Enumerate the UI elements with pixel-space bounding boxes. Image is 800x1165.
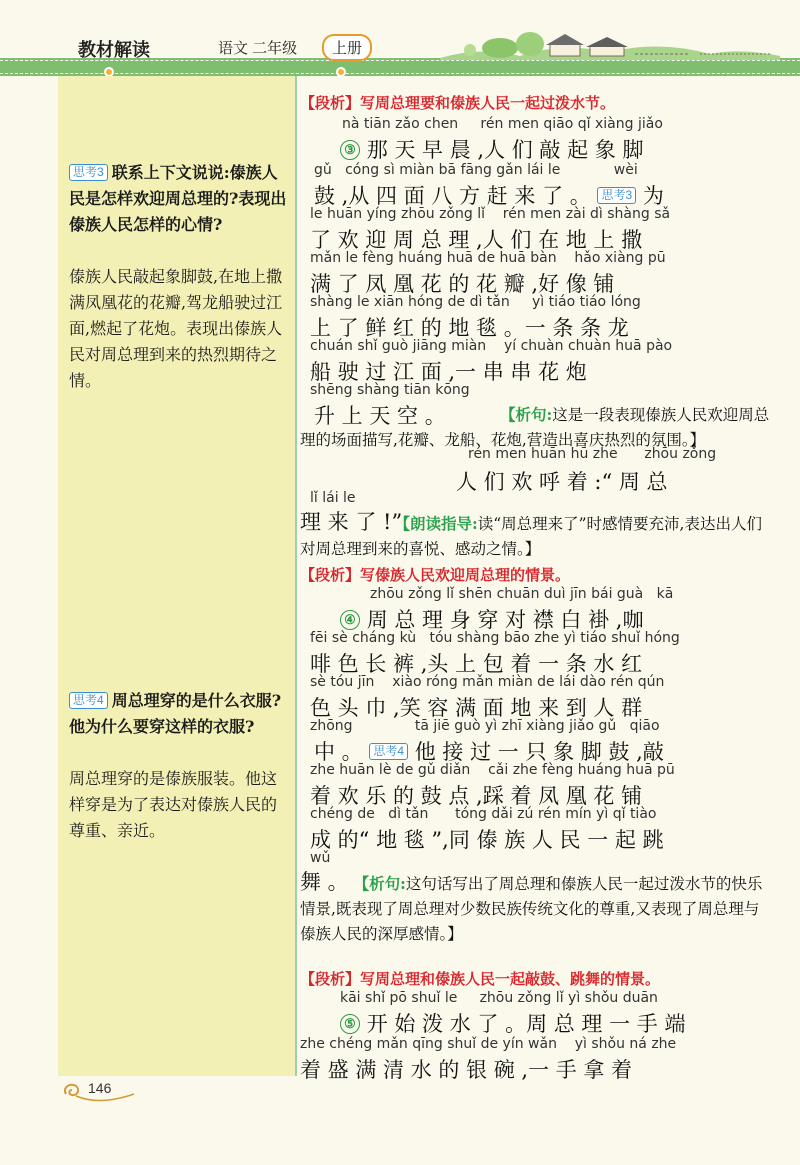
section-analysis: 【段析】写周总理和傣族人民一起敲鼓、跳舞的情景。 bbox=[300, 970, 661, 988]
question-tag: 思考4 bbox=[369, 743, 408, 760]
hanzi bbox=[340, 1008, 685, 1036]
pinyin: shēng shàng tiān kōng bbox=[310, 382, 470, 398]
pinyin: le huān yíng zhōu zǒng lǐ rén men zài dì shàng sǎ bbox=[310, 206, 671, 222]
section-analysis: 【段析】写周总理要和傣族人民一起过泼水节。 bbox=[300, 94, 616, 112]
pinyin: kāi shǐ pō shuǐ le zhōu zǒng lǐ yì shǒu duān bbox=[340, 990, 658, 1006]
pinyin: lǐ lái le bbox=[310, 490, 356, 506]
reading-guide bbox=[300, 510, 770, 562]
pinyin: zhōng tā jiē guò yì zhī xiàng jiǎo gǔ qiāo bbox=[310, 718, 660, 734]
pinyin: fēi sè cháng kù tóu shàng bāo zhe yì tiáo shuǐ hóng bbox=[310, 630, 680, 646]
hanzi-text: 舞 。 bbox=[300, 870, 349, 894]
pinyin: chéng de dì tǎn tóng dǎi zú rén mín yì qǐ tiào bbox=[310, 806, 657, 822]
hanzi: 着 盛 满 清 水 的 银 碗 ,一 手 拿 着 bbox=[300, 1058, 633, 1082]
note-label: 【析句: bbox=[500, 405, 553, 424]
header-dot-icon bbox=[336, 67, 346, 77]
question-4 bbox=[69, 688, 289, 740]
village-scene-icon bbox=[440, 28, 780, 60]
book-title: 教材解读 bbox=[78, 40, 150, 60]
hanzi: 升 上 天 空 。 bbox=[314, 404, 446, 428]
question-text: 周总理穿的是什么衣服?他为什么要穿这样的衣服? bbox=[69, 691, 282, 736]
sentence-analysis bbox=[300, 870, 770, 947]
hanzi-text: 理 来 了 !” bbox=[300, 510, 403, 534]
hanzi: 满 了 凤 凰 花 的 花 瓣 ,好 像 铺 bbox=[310, 272, 615, 296]
answer-4: 周总理穿的是傣族服装。他这样穿是为了表达对傣族人民的尊重、亲近。 bbox=[69, 769, 278, 840]
question-text: 联系上下文说说:傣族人民是怎样欢迎周总理的?表现出傣族人民怎样的心情? bbox=[69, 163, 287, 234]
subject-grade: 语文 二年级 bbox=[218, 40, 298, 57]
paragraph-number-icon: ⑤ bbox=[340, 1014, 360, 1034]
note-text: 这句话写出了周总理和傣族人民一起过泼水节的快乐情景,既表现了周总理对少数民族传统文化的尊重,又表现了周总理与傣族人民的深厚感情。】 bbox=[300, 875, 763, 943]
header-dash-line bbox=[0, 73, 800, 74]
hanzi: 啡 色 长 裤 ,头 上 包 着 一 条 水 红 bbox=[310, 652, 643, 676]
pinyin: chuán shǐ guò jiāng miàn yí chuàn chuàn huā pào bbox=[310, 338, 673, 354]
hanzi: 了 欢 迎 周 总 理 ,人 们 在 地 上 撒 bbox=[310, 228, 643, 252]
note-text: 读“周总理来了”时感情要充沛,表达出人们对周总理到来的喜悦、感动之情。】 bbox=[300, 515, 762, 558]
hanzi: 着 欢 乐 的 鼓 点 ,踩 着 凤 凰 花 铺 bbox=[310, 784, 643, 808]
note-label: 【析句: bbox=[353, 874, 406, 893]
note-text: 这是一段表现傣族人民欢迎周总理的场面描写,花瓣、龙船、花炮,营造出喜庆热烈的氛围。】 bbox=[300, 406, 770, 449]
pinyin: gǔ cóng sì miàn bā fāng gǎn lái le wèi bbox=[314, 162, 638, 178]
hanzi bbox=[340, 604, 643, 632]
paragraph-number-icon: ③ bbox=[340, 140, 360, 160]
hanzi bbox=[314, 180, 664, 208]
hanzi-text: 那 天 早 晨 ,人 们 敲 起 象 脚 bbox=[366, 138, 644, 162]
hanzi bbox=[340, 134, 643, 162]
column-divider bbox=[295, 76, 297, 1076]
hanzi-text: 他 接 过 一 只 象 脚 鼓 ,敲 bbox=[414, 740, 664, 764]
hanzi-text: 开 始 泼 水 了 。周 总 理 一 手 端 bbox=[366, 1012, 686, 1036]
paragraph-number-icon: ④ bbox=[340, 610, 360, 630]
pinyin: sè tóu jīn xiào róng mǎn miàn de lái dào rén qún bbox=[310, 674, 665, 690]
hanzi-text: 中 。 bbox=[314, 740, 363, 764]
pinyin: nà tiān zǎo chen rén men qiāo qǐ xiàng jiǎo bbox=[342, 116, 663, 132]
question-tag: 思考3 bbox=[597, 187, 636, 204]
pinyin: zhōu zǒng lǐ shēn chuān duì jīn bái guà kā bbox=[370, 586, 674, 602]
question-3 bbox=[69, 160, 289, 238]
hanzi: 上 了 鲜 红 的 地 毯 。一 条 条 龙 bbox=[310, 316, 629, 340]
pinyin: shàng le xiān hóng de dì tǎn yì tiáo tiáo lóng bbox=[310, 294, 641, 310]
page-header bbox=[0, 0, 800, 76]
hanzi: 人 们 欢 呼 着 :“ 周 总 bbox=[456, 470, 668, 494]
hanzi: 船 驶 过 江 面 ,一 串 串 花 炮 bbox=[310, 360, 587, 384]
hanzi: 色 头 巾 ,笑 容 满 面 地 来 到 人 群 bbox=[310, 696, 643, 720]
note-label: 【朗读指导: bbox=[402, 514, 478, 533]
question-tag: 思考4 bbox=[69, 692, 108, 709]
pinyin: zhe chéng mǎn qīng shuǐ de yín wǎn yì shǒu ná zhe bbox=[300, 1036, 677, 1052]
pinyin: rén men huān hū zhe zhōu zǒng bbox=[468, 446, 717, 462]
section-analysis: 【段析】写傣族人民欢迎周总理的情景。 bbox=[300, 566, 571, 584]
answer-3: 傣族人民敲起象脚鼓,在地上撒满凤凰花的花瓣,驾龙船驶过江面,燃起了花炮。表现出傣族人民对周总理到来的热烈期待之情。 bbox=[69, 267, 283, 390]
volume-badge: 上册 bbox=[322, 34, 372, 61]
pinyin: wǔ bbox=[310, 850, 331, 866]
hanzi-text: 鼓 ,从 四 面 八 方 赶 来 了 。 bbox=[314, 184, 591, 208]
hanzi-text: 周 总 理 身 穿 对 襟 白 褂 ,咖 bbox=[366, 608, 644, 632]
page-number: 146 bbox=[88, 1080, 112, 1096]
hanzi-text: 为 bbox=[642, 184, 664, 208]
pinyin: mǎn le fèng huáng huā de huā bàn hǎo xiàng pū bbox=[310, 250, 666, 266]
question-tag: 思考3 bbox=[69, 164, 108, 181]
hanzi: 成 的“ 地 毯 ”,同 傣 族 人 民 一 起 跳 bbox=[310, 828, 664, 852]
pinyin: zhe huān lè de gǔ diǎn cǎi zhe fèng huáng huā pū bbox=[310, 762, 675, 778]
hanzi bbox=[314, 736, 664, 764]
